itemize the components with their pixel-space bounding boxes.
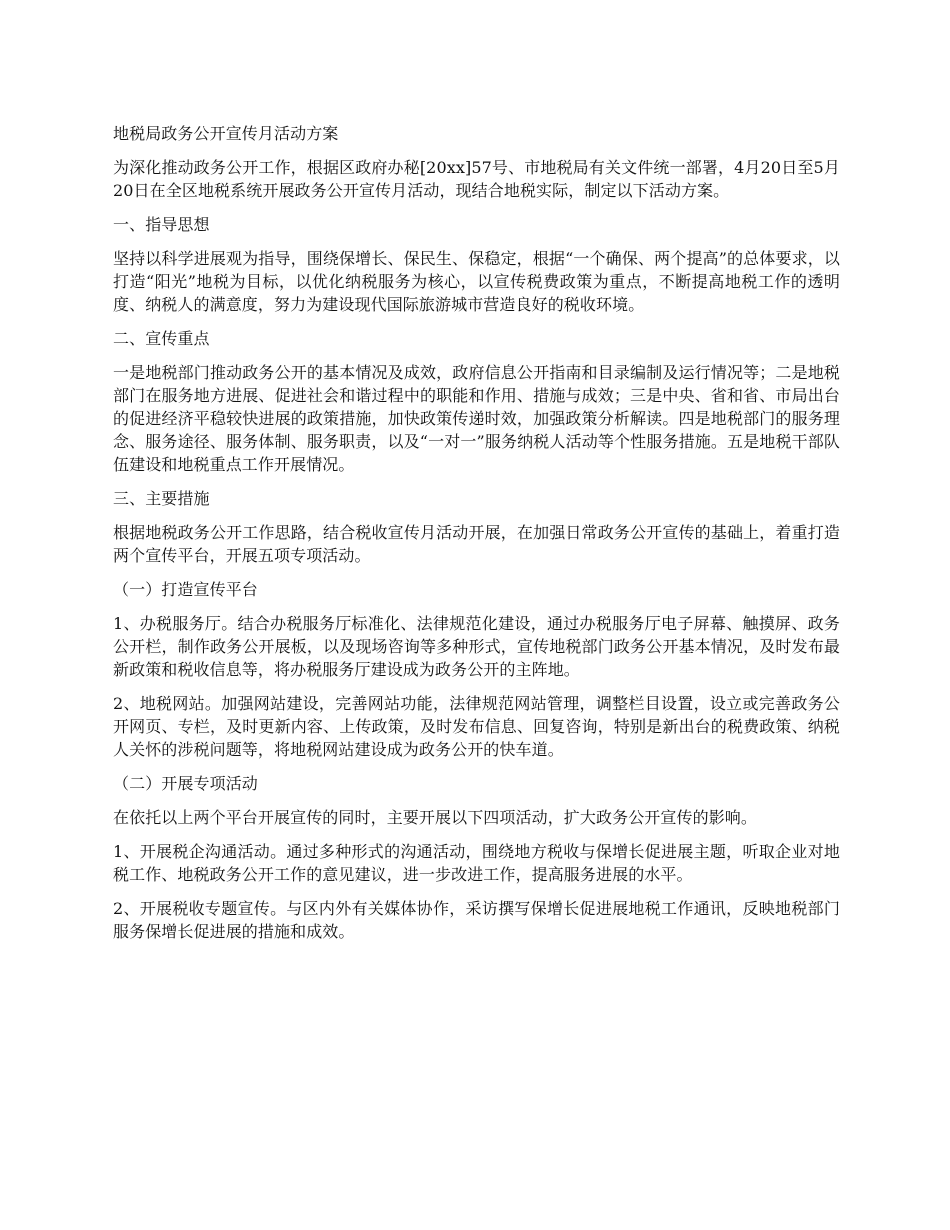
section-heading-main-measures: 三、主要措施 xyxy=(113,489,210,508)
paragraph-service-hall: 1、办税服务厅。结合办税服务厅标准化、法律规范化建设，通过办税服务厅电子屏幕、触摸屏、政务公开栏，制作政务公开展板，以及现场咨询等多种形式，宣传地税部门政务公开基本情况，及时发布最新政策和税收信息等，将办税服务厅建设成为政务公开的主阵地。 xyxy=(113,614,840,679)
paragraph-website: 2、地税网站。加强网站建设，完善网站功能，法律规范网站管理，调整栏目设置，设立或完善政务公开网页、专栏，及时更新内容、上传政策，及时发布信息、回复咨询，特别是新出台的税费政策、纳税人关怀的涉税问题等，将地税网站建设成为政务公开的快车道。 xyxy=(113,694,840,759)
section-heading-guiding-ideology: 一、指导思想 xyxy=(113,215,210,234)
section-heading-publicity-focus: 二、宣传重点 xyxy=(113,329,210,348)
paragraph-activity-publicity: 2、开展税收专题宣传。与区内外有关媒体协作，采访撰写保增长促进展地税工作通讯，反映地税部门服务保增长促进展的措施和成效。 xyxy=(113,899,840,941)
paragraph-main-measures: 根据地税政务公开工作思路，结合税收宣传月活动开展，在加强日常政务公开宣传的基础上，着重打造两个宣传平台，开展五项专项活动。 xyxy=(113,523,840,565)
paragraph-publicity-focus: 一是地税部门推动政务公开的基本情况及成效，政府信息公开指南和目录编制及运行情况等；二是地税部门在服务地方进展、促进社会和谐过程中的职能和作用、措施与成效；三是中央、省和省、市局出台的促进经济平稳较快进展的政策措施，加快政策传递时效，加强政策分析解读。四是地税部门的服务理念、服务途径、服务体制、服务职责，以及“一对一”服务纳税人活动等个性服务措施。五是地税干部队伍建设和地税重点工作开展情况。 xyxy=(113,363,840,474)
document-page xyxy=(113,122,840,954)
paragraph-activities-intro: 在依托以上两个平台开展宣传的同时，主要开展以下四项活动，扩大政务公开宣传的影响。 xyxy=(113,808,758,827)
paragraph-guiding-ideology: 坚持以科学进展观为指导，围绕保增长、保民生、保稳定，根据“一个确保、两个提高”的总体要求，以打造“阳光”地税为目标，以优化纳税服务为核心，以宣传税费政策为重点，不断提高地税工作的透明度、纳税人的满意度，努力为建设现代国际旅游城市营造良好的税收环境。 xyxy=(113,249,840,314)
document-title: 地税局政务公开宣传月活动方案 xyxy=(113,124,339,143)
paragraph-activity-communication: 1、开展税企沟通活动。通过多种形式的沟通活动，围绕地方税收与保增长促进展主题，听取企业对地税工作、地税政务公开工作的意见建议，进一步改进工作，提高服务进展的水平。 xyxy=(113,842,840,884)
paragraph-intro: 为深化推动政务公开工作，根据区政府办秘[20xx]57号、市地税局有关文件统一部署，4月20日至5月20日在全区地税系统开展政务公开宣传月活动，现结合地税实际，制定以下活动方案。 xyxy=(113,158,840,200)
subsection-heading-special-activities: （二）开展专项活动 xyxy=(113,774,258,793)
subsection-heading-platforms: （一）打造宣传平台 xyxy=(113,580,258,599)
